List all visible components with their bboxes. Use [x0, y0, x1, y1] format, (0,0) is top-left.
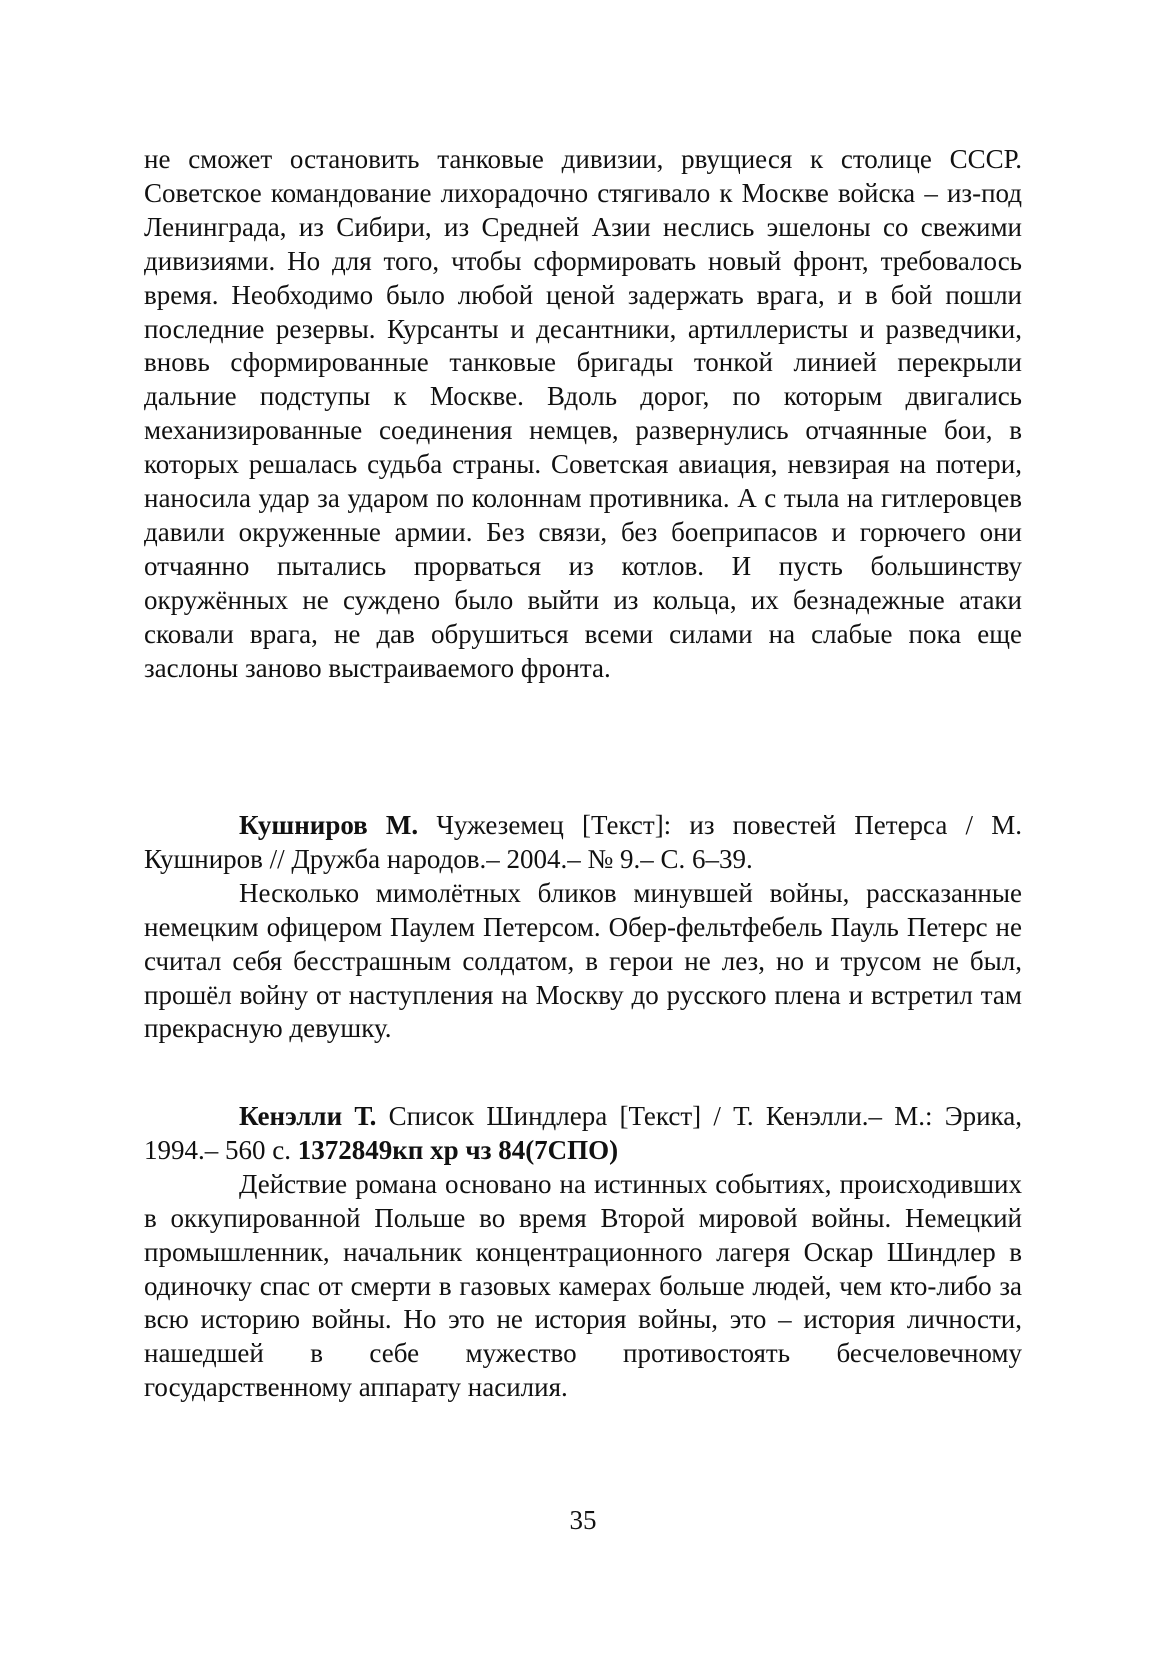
paragraph-text: не сможет остановить танковые дивизии, рвущиеся к столице СССР. Советское командование лихорадочно стягивало к Москве войска – из-под Ленинграда, из Сибири, из Средней Азии неслись эшелоны со свежими дивизиями. Но для того, чтобы сформировать новый фронт, требовалось время. Необходимо было любой ценой задержать врага, и в бой пошли последние резервы. Курсанты и десантники, артиллеристы и разведчики, вновь сформированные танковые бригады тонкой линией перекрыли дальние подступы к Москве. Вдоль дорог, по которым двигались механизированные соединения немцев, развернулись отчаянные бои, в которых решалась судьба страны. Советская авиация, невзирая на потери, наносила удар за ударом по колоннам противника. А с тыла на гитлеровцев давили окруженные армии. Без связи, без боеприпасов и горючего они отчаянно пытались прорваться из котлов. И пусть большинству окружённых не суждено было выйти из кольца, их безнадежные атаки сковали врага, не дав обрушиться всеми силами на слабые пока еще заслоны заново выстраиваемого фронта. [144, 144, 1022, 683]
entry-annotation: Действие романа основано на истинных событиях, происходивших в оккупированной Польше во время Второй мировой войны. Немецкий промышленник, начальник концентрационного лагеря Оскар Шиндлер в одиночку спас от смерти в газовых камерах больше людей, чем кто-либо за всю историю войны. Но это не история войны, это – история личности, нашедшей в себе мужество противостоять бесчеловечному государственному аппарату насилия. [144, 1168, 1022, 1403]
entry-citation: Список Шиндлера [Текст] / Т. Кенэлли.– М.: Эрика, 1994.– 560 с. [144, 1101, 1022, 1165]
entry-author: Кушниров М. [239, 810, 419, 840]
bibliography-entry-kushnirov [144, 809, 1022, 1046]
entry-shelfmark: 1372849кп хр чз 84(7СПО) [297, 1134, 619, 1165]
bibliographic-citation [144, 1100, 1022, 1168]
entry-annotation: Несколько мимолётных бликов минувшей войны, рассказанные немецким офицером Паулем Петерсом. Обер-фельтфебель Пауль Петерс не считал себя бесстрашным солдатом, в герои не лез, но и трусом не был, прошёл войну от наступления на Москву до русского плена и встретил там прекрасную девушку. [144, 877, 1022, 1044]
entry-citation: Чужеземец [Текст]: из повестей Петерса / М. Кушниров // Дружба народов.– 2004.– № 9.– С. 6–39. [144, 810, 1022, 874]
bibliography-entry-keneally [144, 1100, 1022, 1405]
continued-paragraph [144, 143, 1022, 686]
page-number: 35 [569, 1505, 597, 1535]
bibliographic-citation [144, 809, 1022, 877]
entry-author: Кенэлли Т. [239, 1101, 377, 1131]
